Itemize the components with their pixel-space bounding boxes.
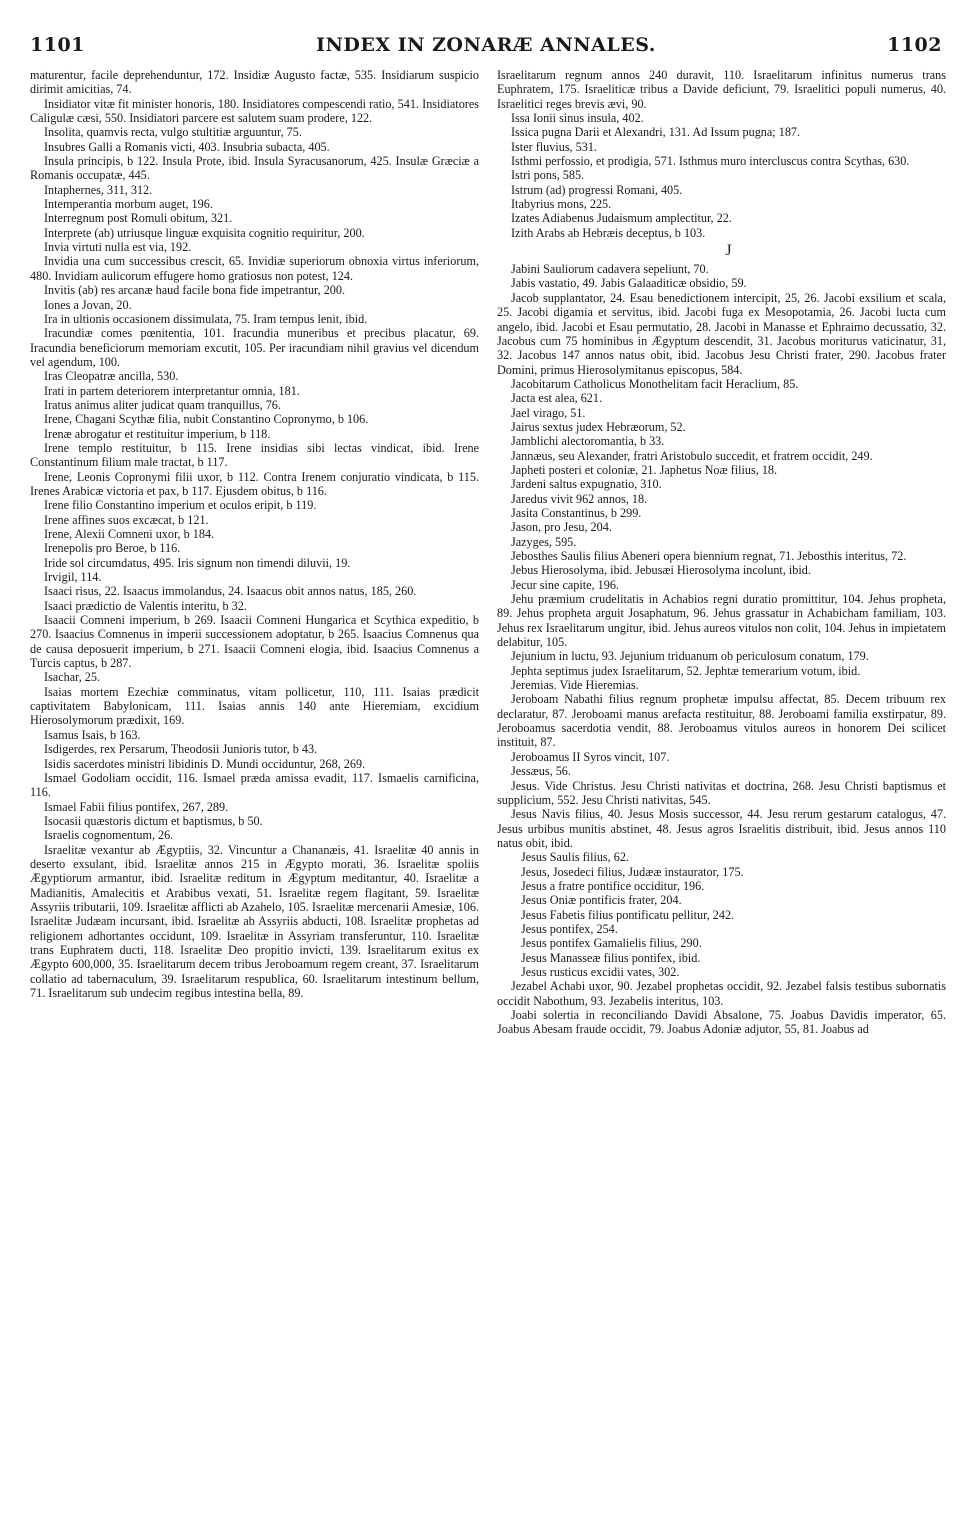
index-columns xyxy=(30,68,946,1532)
index-entry: Israelitarum regnum annos 240 duravit, 110. Israelitarum infinitus numerus trans Euphratem, 175. Israeliticæ tribus a Davide deficiunt, 79. Israelitici populi numerus, 40. Israelitici reges brevis ævi, 90. xyxy=(497,68,946,111)
index-entry: Insubres Galli a Romanis victi, 403. Insubria subacta, 405. xyxy=(44,139,330,154)
right-column xyxy=(497,68,946,1532)
index-entry: Jejunium in luctu, 93. Jejunium triduanum ob periculosum conatum, 179. xyxy=(511,649,869,664)
index-entry: Jesus Navis filius, 40. Jesus Mosis successor, 44. Jesu rerum gestarum catalogus, 47. Jesus urbibus munitis abstinet, 48. Jesus agros Israelitis distribuit, ibid. Jesus annos 110 natus obit, ibid. xyxy=(497,807,946,850)
index-entry: Istri pons, 585. xyxy=(511,168,585,183)
index-entry: Istrum (ad) progressi Romani, 405. xyxy=(511,182,683,197)
index-entry: Insula principis, b 122. Insula Prote, ibid. Insula Syracusanorum, 425. Insulæ Græciæ a Romanis occupatæ, 445. xyxy=(30,154,479,183)
index-entry: Jacta est alea, 621. xyxy=(511,391,603,406)
index-entry: Irenepolis pro Beroe, b 116. xyxy=(44,541,181,556)
index-entry: Iones a Jovan, 20. xyxy=(44,297,132,312)
index-entry: Isamus Isais, b 163. xyxy=(44,727,141,742)
index-entry: Jesus, Josedeci filius, Judææ instaurator, 175. xyxy=(521,864,744,879)
index-entry: Jesus Manasseæ filius pontifex, ibid. xyxy=(521,950,701,965)
index-entry: Isdigerdes, rex Persarum, Theodosii Junioris tutor, b 43. xyxy=(44,742,318,757)
index-entry: Ira in ultionis occasionem dissimulata, 75. Iram tempus lenit, ibid. xyxy=(44,311,368,326)
index-entry: Jecur sine capite, 196. xyxy=(511,577,619,592)
index-entry: Ismael Fabii filius pontifex, 267, 289. xyxy=(44,799,229,814)
index-entry: Izith Arabs ab Hebræis deceptus, b 103. xyxy=(511,225,706,240)
index-entry: Irati in partem deteriorem interpretantur omnia, 181. xyxy=(44,383,300,398)
index-entry: Isidis sacerdotes ministri libidinis D. Mundi occiduntur, 268, 269. xyxy=(44,756,366,771)
index-entry: Jezabel Achabi uxor, 90. Jezabel prophetas occidit, 92. Jezabel falsis testibus subornatis occidit Nabothum, 93. Jezabelis interitus, 103. xyxy=(497,979,946,1008)
index-entry: Israelitæ vexantur ab Ægyptiis, 32. Vincuntur a Chananæis, 41. Israelitæ 40 annis in deserto exsulant, ibid. Israelitæ annos 215 in Ægypto morati, 36. Israelitæ spoliis Ægyptiorum armantur, ibid. Israelitæ reditum in Ægyptum meditantur, 40. Israelitæ a Madianitis, Amalecitis et Arabibus vexati, 51. Israelitæ regem flagitant, 59. Israelitæ Assyriis tributarii, 109. Israelitæ afflicti ab Azahelo, 105. Israelitæ mercenarii Amesiæ, 106. Israelitæ Judæam incursant, ibid. Israelitæ ab Assyriis abducti, 108. Israelitæ prophetas ad religionem adhortantes occidunt, 109. Israelitæ in Assyriam transferuntur, 110. Israelitæ trans Euphratem ducti, 118. Israelitæ Deo propitio invicti, 139. Israelitarum exitus ex Ægypto 600,000, 35. Israelitarum decem tribus Jeroboamum regem creant, 37. Israelitarum collatio ad tabernaculum, 39. Israelitarum respublica, 60. Israelitarum intestinum bellum, 71. Israelitarum sub undecim regibus intestina bella, 89. xyxy=(30,842,479,1000)
index-entry: Isthmi perfossio, et prodigia, 571. Isthmus muro intercluscus contra Scythas, 630. xyxy=(511,154,910,169)
index-entry: Insolita, quamvis recta, vulgo stultitiæ arguuntur, 75. xyxy=(44,125,302,140)
index-entry: Jesus rusticus excidii vates, 302. xyxy=(521,964,680,979)
index-entry: Jesus pontifex Gamalielis filius, 290. xyxy=(521,936,702,951)
index-entry: Isocasii quæstoris dictum et baptismus, b 50. xyxy=(44,813,263,828)
index-entry: Jeroboam Nabathi filius regnum prophetæ impulsu affectat, 85. Decem tribuum rex declaratur, 87. Jeroboami manus arefacta restituitur, 88. Jeroboami familia exstirpatur, 89. Jeroboamus sacerdotia vendit, 88. Jeroboamus vitulos aureos in honorem Dei scilicet instituit, 87. xyxy=(497,692,946,750)
index-entry: Isaaci prædictio de Valentis interitu, b 32. xyxy=(44,598,247,613)
index-entry: Joabi solertia in reconciliando Davidi Absalone, 75. Joabus Davidis imperator, 65. Joabus Abesam fraude occidit, 79. Joabus Adoniæ adjutor, 55, 81. Joabus ad xyxy=(497,1008,946,1037)
index-entry: Jardeni saltus expugnatio, 310. xyxy=(511,477,662,492)
index-entry: Interprete (ab) utriusque linguæ exquisita cognitio requiritur, 200. xyxy=(44,225,365,240)
index-entry: Jasita Constantinus, b 299. xyxy=(511,505,642,520)
index-entry: Iras Cleopatræ ancilla, 530. xyxy=(44,369,179,384)
index-entry: Iride sol circumdatus, 495. Iris signum non timendi diluvii, 19. xyxy=(44,555,351,570)
index-entry: Issica pugna Darii et Alexandri, 131. Ad Issum pugna; 187. xyxy=(511,125,801,140)
index-entry: Jebus Hierosolyma, ibid. Jebusæi Hierosolyma incolunt, ibid. xyxy=(511,563,811,578)
index-entry: Invia virtuti nulla est via, 192. xyxy=(44,240,192,255)
section-letter: J xyxy=(725,242,732,260)
index-entry: Iratus animus aliter judicat quam tranquillus, 76. xyxy=(44,397,281,412)
index-entry: Invitis (ab) res arcanæ haud facile bona fide impetrantur, 200. xyxy=(44,283,346,298)
index-entry: Ismael Godoliam occidit, 116. Ismael præda amissa evadit, 117. Ismaelis carnificina, 116. xyxy=(30,770,479,800)
index-entry: Japheti posteri et coloniæ, 21. Japhetus Noæ filius, 18. xyxy=(511,462,778,477)
index-entry: Jael virago, 51. xyxy=(511,405,586,420)
index-entry: Jamblichi alectoromantia, b 33. xyxy=(511,434,665,449)
index-entry: Irene, Alexii Comneni uxor, b 184. xyxy=(44,527,215,541)
index-entry: Irene, Leonis Copronymi filii uxor, b 112. Contra Irenem conjuratio vindicata, b 115. Irenes Arabicæ victoria et pax, b 117. Ejusdem obitus, b 116. xyxy=(30,469,479,498)
index-entry: Jabini Sauliorum cadavera sepeliunt, 70. xyxy=(511,262,709,277)
index-entry: Insidiator vitæ fit minister honoris, 180. Insidiatores compescendi ratio, 541. Insidiatores Caligulæ cæsi, 550. Insidiatori parcere est salutem suam prodere, 122. xyxy=(30,96,479,126)
index-entry: Irene templo restituitur, b 115. Irene insidias sibi lectas vindicat, ibid. Irene Constantinum filium male tractat, b 117. xyxy=(30,440,479,470)
index-entry: Jeroboamus II Syros vincit, 107. xyxy=(511,749,670,764)
index-entry: Intemperantia morbum auget, 196. xyxy=(44,197,213,212)
index-entry: Jacob supplantator, 24. Esau benedictionem intercipit, 25, 26. Jacobi exsilium et scala, 25. Jacobi digamia et servitus, ibid. Jacobi fuga ex Mesopotamia, 26. Jacobi lucta cum angelo, ibid. Jacobi et Esau permutatio, 28. Jacobi in Manasse et Ephraimo decussatio, 32. Jacobus cum 75 hominibus in Ægyptum descendit, 31. Jacobus moriturus vaticinatur, 31, 32. Jacobus 147 annos natus obit, ibid. Jacobus Jesu Christi frater, 290. Jacobus frater Domini, primus Hierosolymitanus episcopus, 584. xyxy=(497,290,946,377)
left-column xyxy=(30,68,479,1532)
index-entry: Israelis cognomentum, 26. xyxy=(44,828,174,843)
index-entry: Isaaci risus, 22. Isaacus immolandus, 24. Isaacus obit annos natus, 185, 260. xyxy=(44,584,417,599)
index-entry: Jessæus, 56. xyxy=(511,764,571,779)
index-entry: Jason, pro Jesu, 204. xyxy=(511,520,612,535)
index-entry: maturentur, facile deprehenduntur, 172. Insidiæ Augusto factæ, 535. Insidiarum suspicio dirimit amicitias, 74. xyxy=(30,68,479,97)
index-entry: Irvigil, 114. xyxy=(44,570,102,585)
index-entry: Jannæus, seu Alexander, fratri Aristobulo succedit, et fratrem occidit, 249. xyxy=(511,448,873,463)
page-number-left: 1101 xyxy=(30,34,85,56)
index-entry: Iracundiæ comes pœnitentia, 101. Iracundia muneribus et precibus placatur, 69. Iracundia beneficiorum memoriam excutit, 105. Per iracundiam nihil gravius vel dicendum vel agendum, 100. xyxy=(30,326,479,369)
index-entry: Invidia una cum successibus crescit, 65. Invidiæ superiorum obnoxia virtus inferiorum, 480. Invidiam aulicorum effugere homo gratiosus non potest, 124. xyxy=(30,254,479,283)
index-entry: Jehu præmium crudelitatis in Achabios regni duratio promittitur, 104. Jehus propheta, 89. Jehus propheta arguit Josaphatum, 96. Jehus grassatur in Achabicham familiam, 103. Jehus rex Israelitarum ungitur, ibid. Jehus aureos vitulos non colit, 104. Jehus in impietatem delabitur, 105. xyxy=(497,592,946,650)
index-entry: Irene, Chagani Scythæ filia, nubit Constantino Copronymo, b 106. xyxy=(44,412,369,427)
index-entry: Jazyges, 595. xyxy=(511,534,577,549)
index-entry: Isaias mortem Ezechiæ comminatus, vitam pollicetur, 110, 111. Isaias prædicit captivitatem Babylonicam, 111. Isaias annis 140 ante Hieremiam, excidium Hierosolymorum prædixit, 169. xyxy=(30,684,479,728)
index-entry: Jebosthes Saulis filius Abeneri opera biennium regnat, 71. Jebosthis interitus, 72. xyxy=(511,549,907,563)
index-entry: Intaphernes, 311, 312. xyxy=(44,182,153,197)
running-header xyxy=(26,34,946,64)
index-entry: Jacobitarum Catholicus Monothelitam facit Heraclium, 85. xyxy=(511,376,799,391)
page-title: INDEX IN ZONARÆ ANNALES. xyxy=(316,34,656,56)
index-entry: Irene filio Constantino imperium et oculos eripit, b 119. xyxy=(44,498,317,513)
index-entry: Jephta septimus judex Israelitarum, 52. Jephtæ temerarium votum, ibid. xyxy=(511,663,861,678)
index-entry: Jesus. Vide Christus. Jesu Christi nativitas et doctrina, 268. Jesu Christi baptismus et supplicium, 552. Jesu Christi nativitas, 545. xyxy=(497,778,946,807)
index-entry: Jairus sextus judex Hebræorum, 52. xyxy=(511,419,686,434)
index-entry: Jesus Saulis filius, 62. xyxy=(521,850,630,865)
index-entry: Isachar, 25. xyxy=(44,670,101,685)
index-entry: Jesus pontifex, 254. xyxy=(521,921,618,936)
index-entry: Irene affines suos excæcat, b 121. xyxy=(44,512,209,527)
index-entry: Issa Ionii sinus insula, 402. xyxy=(511,111,644,126)
index-entry: Jesus Fabetis filius pontificatu pellitur, 242. xyxy=(521,907,735,922)
index-entry: Itabyrius mons, 225. xyxy=(511,197,612,212)
page-number-right: 1102 xyxy=(887,34,942,56)
index-entry: Izates Adiabenus Judaismum amplectitur, 22. xyxy=(511,211,732,226)
index-entry: Irenæ abrogatur et restituitur imperium, b 118. xyxy=(44,426,271,441)
index-entry: Jesus a fratre pontifice occiditur, 196. xyxy=(521,878,705,893)
index-entry: Jaredus vivit 962 annos, 18. xyxy=(511,491,648,506)
index-entry: Jesus Oniæ pontificis frater, 204. xyxy=(521,893,682,908)
index-entry: Ister fluvius, 531. xyxy=(511,139,597,154)
index-entry: Jabis vastatio, 49. Jabis Galaaditicæ obsidio, 59. xyxy=(511,276,747,291)
index-entry: Jeremias. Vide Hieremias. xyxy=(511,678,639,693)
index-entry: Isaacii Comneni imperium, b 269. Isaacii Comneni Hungarica et Scythica expeditio, b 270. Isaacius Comnenus in imperii successionem adoptatur, b 265. Isaacius Comnenus qua de causa deposuerit imperium, b 271. Isaacii Comneni elogia, ibid. Isaacius Comnenus a Turcis captus, b 287. xyxy=(30,613,479,671)
index-entry: Interregnum post Romuli obitum, 321. xyxy=(44,211,233,226)
